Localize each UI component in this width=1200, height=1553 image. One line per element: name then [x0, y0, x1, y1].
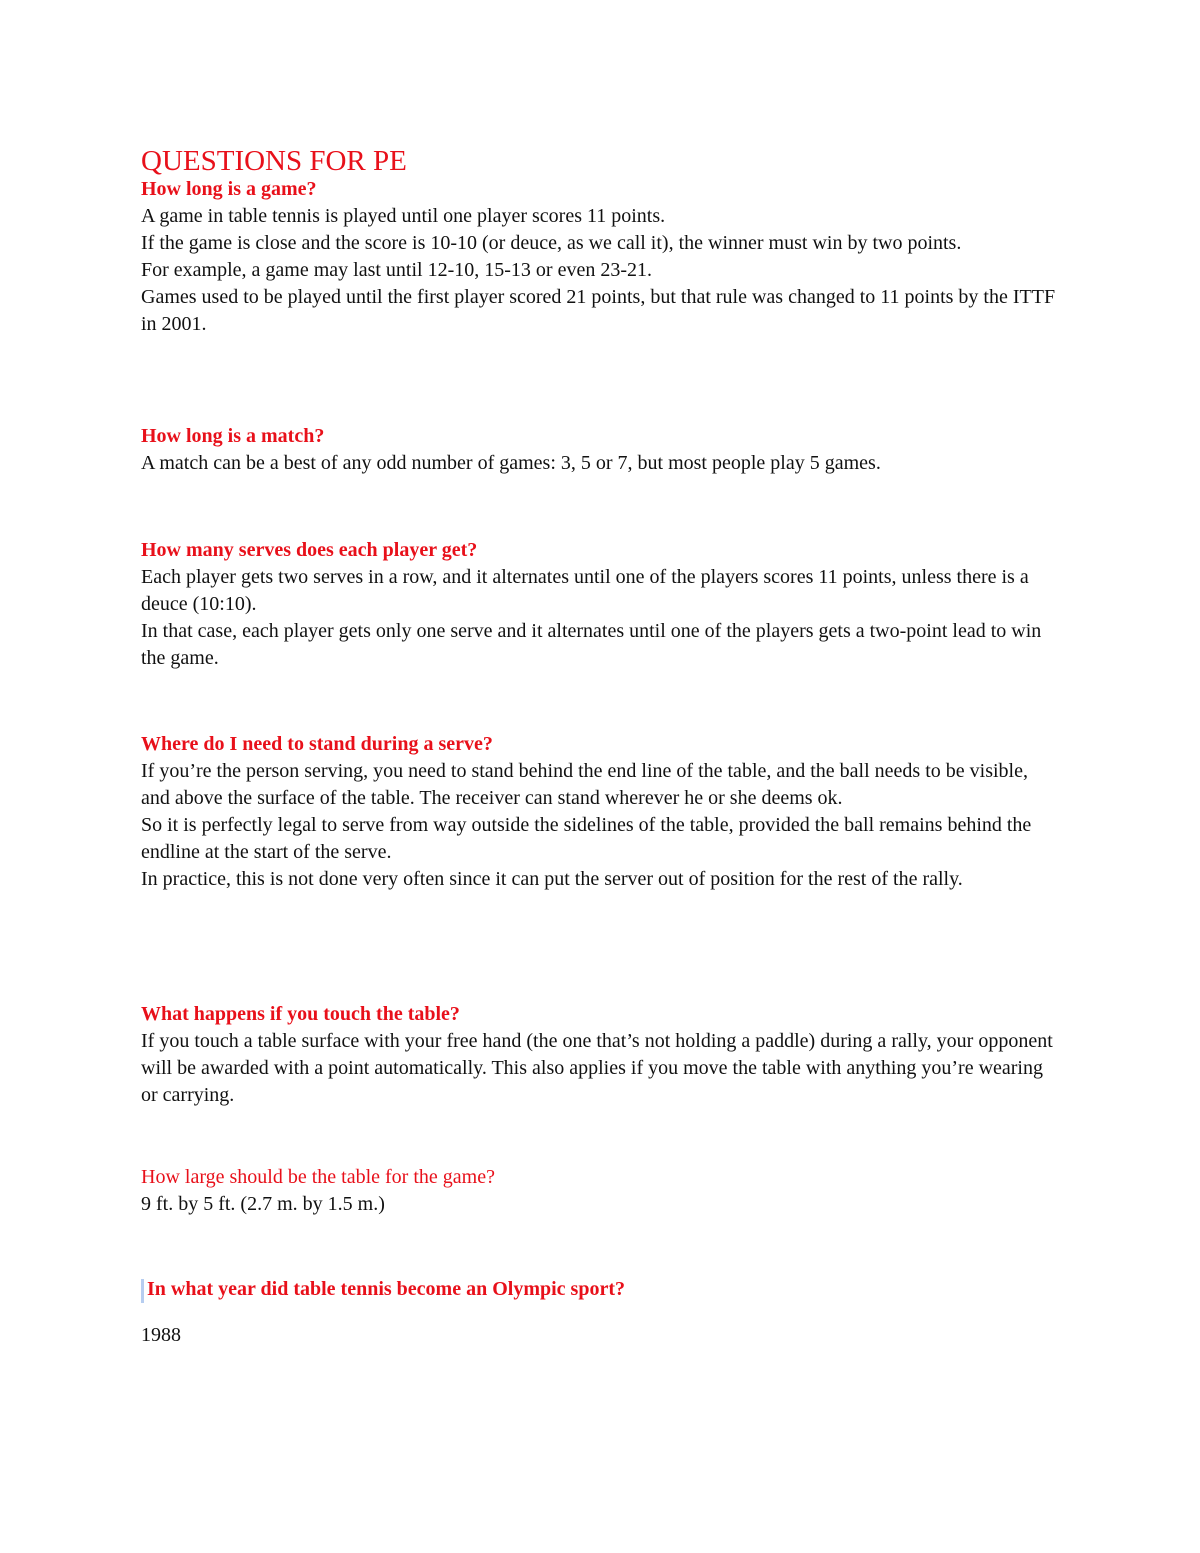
section-olympic-year: [141, 1276, 1061, 1349]
section-serve-position: [141, 731, 1061, 893]
answer-line: For example, a game may last until 12-10, 15-13 or even 23-21.: [141, 259, 652, 281]
answer-line: So it is perfectly legal to serve from way outside the sidelines of the table, provided the ball remains behind the endline at the start of the serve.: [141, 814, 1032, 863]
document-title: QUESTIONS FOR PE: [141, 145, 407, 177]
section-game-length: [141, 176, 1061, 338]
section-table-size: [141, 1164, 1061, 1218]
section-match-length: [141, 423, 1061, 477]
answer-line: Games used to be played until the first player scored 21 points, but that rule was changed to 11 points by the ITTF in 2001.: [141, 286, 1056, 335]
question-heading: How many serves does each player get?: [141, 539, 478, 561]
question-heading: Where do I need to stand during a serve?: [141, 733, 493, 755]
answer-line: If the game is close and the score is 10-10 (or deuce, as we call it), the winner must win by two points.: [141, 232, 962, 254]
answer-line: 1988: [141, 1324, 181, 1346]
answer-line: 9 ft. by 5 ft. (2.7 m. by 1.5 m.): [141, 1193, 385, 1215]
answer-line: A match can be a best of any odd number of games: 3, 5 or 7, but most people play 5 games.: [141, 452, 881, 474]
section-serves: [141, 537, 1061, 672]
question-heading: How long is a match?: [141, 425, 325, 447]
answer-line: If you’re the person serving, you need to stand behind the end line of the table, and the ball needs to be visible, and above the surface of the table. The receiver can stand wherever he or she deems ok.: [141, 760, 1028, 809]
answer-line: If you touch a table surface with your free hand (the one that’s not holding a paddle) during a rally, your opponent will be awarded with a point automatically. This also applies if you move the table with anything you’re wearing or carrying.: [141, 1030, 1053, 1106]
question-heading: What happens if you touch the table?: [141, 1003, 460, 1025]
answer-line: Each player gets two serves in a row, and it alternates until one of the players scores 11 points, unless there is a deuce (10:10).: [141, 566, 1029, 615]
section-touch-table: [141, 1001, 1061, 1109]
question-heading: How long is a game?: [141, 178, 317, 200]
question-heading: How large should be the table for the game?: [141, 1166, 495, 1188]
answer-line: In that case, each player gets only one serve and it alternates until one of the players gets a two-point lead to win the game.: [141, 620, 1042, 669]
answer-line: A game in table tennis is played until one player scores 11 points.: [141, 205, 666, 227]
answer-line: In practice, this is not done very often since it can put the server out of position for the rest of the rally.: [141, 868, 963, 890]
question-heading: In what year did table tennis become an Olympic sport?: [147, 1278, 625, 1300]
